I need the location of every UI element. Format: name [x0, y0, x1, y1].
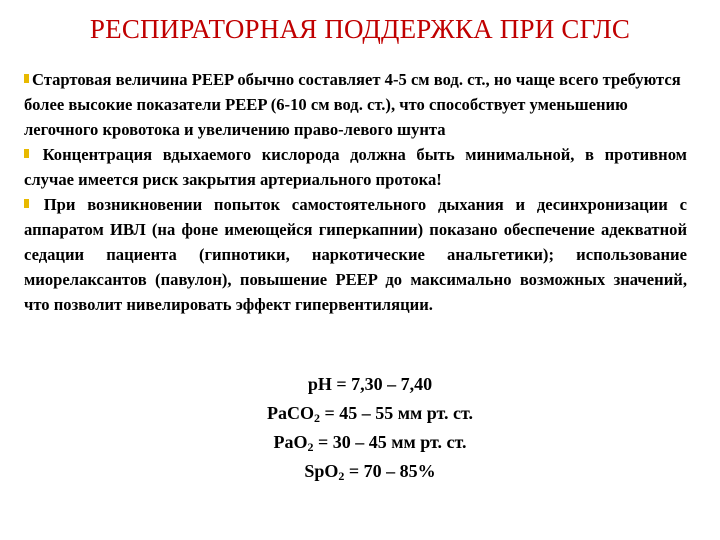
slide-title: РЕСПИРАТОРНАЯ ПОДДЕРЖКА ПРИ СГЛС: [89, 14, 631, 44]
target-values: [190, 370, 550, 486]
formula-text: = 70 – 85%: [344, 461, 436, 481]
bullet-square-icon: [24, 74, 29, 83]
formula-spo2: [190, 457, 550, 486]
formula-text: SpO: [304, 461, 339, 481]
bullet-paragraph-sedation: [24, 192, 687, 317]
formula-ph: [190, 370, 550, 399]
bullet-paragraph-oxygen: [24, 142, 687, 192]
bullet-paragraph-peep: [24, 67, 687, 142]
formula-text: = 45 – 55 мм рт. ст.: [319, 403, 474, 423]
slide-body: [24, 67, 687, 317]
formula-subscript: 2: [338, 469, 345, 483]
formula-paco2: [190, 399, 550, 428]
formula-subscript: 2: [307, 440, 314, 454]
paragraph-text: Стартовая величина PEEP обычно составляет 4-5 см вод. ст., но чаще всего требуются более высокие показатели PEEP (6-10 см вод. ст.), что способствует уменьшению легочного кровотока и увеличению право-левого шунта: [24, 70, 681, 139]
paragraph-text: Концентрация вдыхаемого кислорода должна быть минимальной, в противном случае имеется риск закрытия артериального протока!: [24, 145, 687, 189]
formula-subscript: 2: [313, 411, 320, 425]
bullet-square-icon: [24, 199, 29, 208]
formula-text: = 30 – 45 мм рт. ст.: [313, 432, 467, 452]
formula-text: PaO: [273, 432, 308, 452]
paragraph-text: При возникновении попыток самостоятельного дыхания и десинхронизации с аппаратом ИВЛ (на фоне имеющейся гиперкапнии) показано обеспечение адекватной седации пациента (гипнотики, наркотические анальгетики); использование миорелаксантов (павулон), повышение PEEP до максимально возможных значений, что позволит нивелировать эффект гипервентиляции.: [24, 195, 687, 314]
formula-pao2: [190, 428, 550, 457]
formula-text: pH = 7,30 – 7,40: [307, 374, 433, 394]
bullet-square-icon: [24, 149, 29, 158]
formula-text: PaCO: [266, 403, 314, 423]
